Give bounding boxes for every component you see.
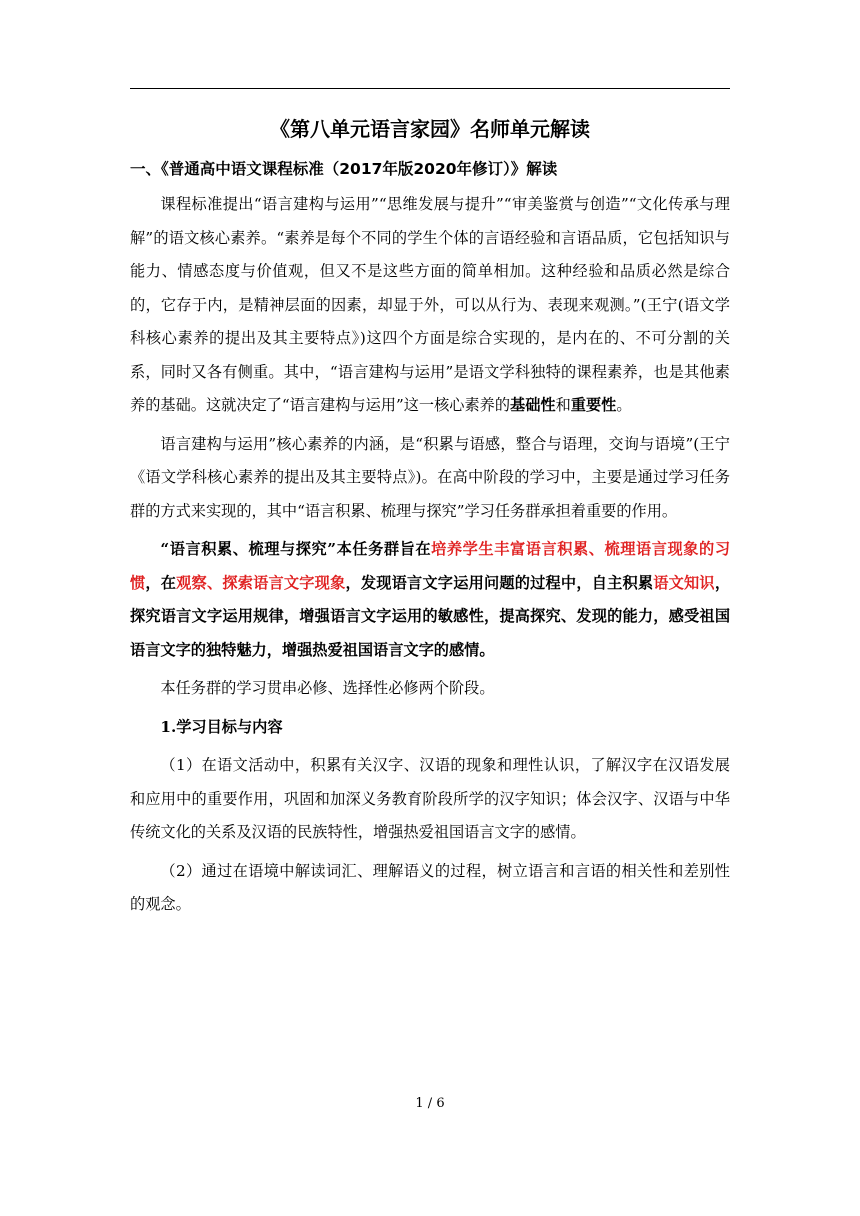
paragraph-3-part-c: ，发现语言文字运用问题的过程中，自主积累: [345, 573, 654, 592]
paragraph-3-part-a: “语言积累、梳理与探究”本任务群旨在: [160, 540, 432, 558]
highlight-observe: 观察、探索语言文字现象: [176, 573, 346, 592]
document-title: 《第八单元语言家园》名师单元解读: [270, 117, 590, 141]
paragraph-2: 语言建构与运用”核心素养的内涵，是“积累与语感，整合与语理，交询与语境”(王宁《语文学科核心素养的提出及其主要特点》)。在高中阶段的学习中，主要是通过学习任务群的方式来实现的，其中“语言积累、梳理与探究”学习任务群承担着重要的作用。: [130, 434, 730, 520]
paragraph-5: （1）在语文活动中，积累有关汉字、汉语的现象和理性认识，了解汉字在汉语发展和应用中的重要作用，巩固和加深义务教育阶段所学的汉字知识；体会汉字、汉语与中华传统文化的关系及汉语的民族特性，增强热爱祖国语言文字的感情。: [130, 756, 730, 841]
paragraph-1: [130, 188, 730, 423]
paragraph-4: 本任务群的学习贯串必修、选择性必修两个阶段。: [160, 679, 495, 697]
highlight-knowledge: 语文知识: [653, 573, 715, 592]
header-rule: [130, 88, 730, 89]
document-body: [130, 188, 730, 927]
paragraph-3-part-b: ，在: [145, 573, 177, 592]
paragraph-3: [130, 533, 730, 667]
section-heading: 一、《普通高中语文课程标准（2017年版2020年修订）》解读: [130, 160, 558, 178]
paragraph-6: （2）通过在语境中解读词汇、理解语义的过程，树立语言和言语的相关性和差别性的观念。: [130, 861, 730, 913]
highlight-habit: 培养学生丰富语言积累、梳理语言现象的习惯: [130, 540, 731, 592]
paragraph-1-end: 。: [616, 396, 632, 414]
subheading-learning-goals: 1.学习目标与内容: [160, 717, 283, 736]
paragraph-1-text: 课程标准提出“语言建构与运用”“思维发展与提升”“审美鉴赏与创造”“文化传承与理解”的语文核心素养。“素养是每个不同的学生个体的言语经验和言语品质，它包括知识与能力、情感态度与价值观，但又不是这些方面的简单相加。这种经验和品质必然是综合的，它存于内，是精神层面的因素，却显于外，可以从行为、表现来观测。”(王宁(语文学科核心素养的提出及其主要特点》)这四个方面是综合实现的，是内在的、不可分割的关系，同时又各有侧重。其中，“语言建构与运用”是语文学科独特的课程素养，也是其他素养的基础。这就决定了“语言建构与运用”这一核心素养的: [130, 195, 730, 414]
emphasis-importance: 重要性: [570, 396, 617, 414]
page-indicator: 1 / 6: [415, 1096, 445, 1111]
emphasis-foundational: 基础性: [510, 396, 556, 414]
conjunction-text: 和: [555, 396, 571, 414]
paragraph-3-part-d: ，探究语言文字运用规律，增强语言文字运用的敏感性，提高探究、发现的能力，感受祖国语言文字的独特魅力，增强热爱祖国语言文字的感情。: [130, 573, 731, 659]
